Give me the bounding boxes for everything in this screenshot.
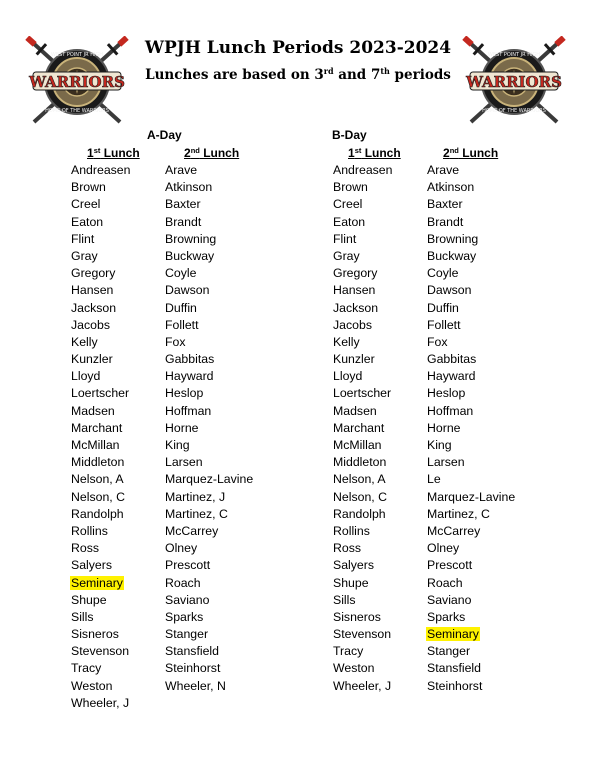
student-name: Kunzler	[71, 352, 113, 367]
page-title: WPJH Lunch Periods 2023-2024	[144, 38, 452, 58]
student-name: Buckway	[427, 248, 477, 263]
student-name: Larsen	[165, 455, 203, 470]
list-item	[332, 678, 393, 695]
logo-word: WARRIORS	[466, 73, 562, 91]
student-name: Follett	[165, 317, 199, 332]
list-item	[332, 282, 393, 299]
list-item	[70, 454, 131, 471]
list-item	[164, 523, 254, 540]
list-item	[70, 660, 131, 677]
student-name: Jacobs	[71, 317, 110, 332]
student-name: Gray	[333, 248, 360, 263]
student-name: Baxter	[165, 197, 201, 212]
student-name: Lloyd	[71, 369, 101, 384]
list-item	[332, 162, 393, 179]
list-item	[70, 437, 131, 454]
student-name: Ross	[71, 541, 100, 556]
list-item	[332, 506, 393, 523]
student-name: Nelson, C	[333, 489, 387, 504]
a-day-second-lunch-heading: 2nd Lunch	[184, 146, 240, 160]
list-item	[426, 231, 516, 248]
list-item	[426, 300, 516, 317]
student-name: McCarrey	[165, 523, 219, 538]
student-name: Fox	[427, 334, 448, 349]
student-name: Dawson	[427, 283, 472, 298]
list-item	[332, 385, 393, 402]
student-name: Brandt	[165, 214, 202, 229]
student-name: Atkinson	[427, 180, 475, 195]
list-item	[332, 592, 393, 609]
student-name: Hansen	[333, 283, 376, 298]
student-name: Salyers	[71, 558, 113, 573]
student-name: Creel	[71, 197, 101, 212]
student-name: Jacobs	[333, 317, 372, 332]
student-name: Steinhorst	[165, 661, 221, 676]
list-item	[164, 489, 254, 506]
list-item	[164, 300, 254, 317]
student-name: Marquez-Lavine	[165, 472, 254, 487]
list-item	[164, 471, 254, 488]
student-name: Eaton	[71, 214, 104, 229]
student-name: Kelly	[71, 334, 98, 349]
list-item	[70, 385, 131, 402]
list-item	[164, 231, 254, 248]
student-name: Horne	[427, 420, 461, 435]
logo-ring-top: WEST POINT JR HIGH	[50, 52, 104, 58]
list-item	[426, 196, 516, 213]
list-item	[426, 334, 516, 351]
student-name: McCarrey	[427, 523, 481, 538]
list-item	[332, 420, 393, 437]
student-name: Nelson, A	[71, 472, 124, 487]
student-name: Heslop	[427, 386, 466, 401]
list-item	[332, 248, 393, 265]
list-item	[426, 540, 516, 557]
a-day-first-lunch-heading: 1st Lunch	[87, 146, 140, 160]
list-item	[426, 437, 516, 454]
a-day-first-lunch-list	[70, 162, 131, 712]
list-item	[164, 592, 254, 609]
student-name: Hayward	[427, 369, 476, 384]
student-name: Shupe	[71, 592, 107, 607]
list-item	[426, 162, 516, 179]
list-item	[332, 403, 393, 420]
list-item	[164, 248, 254, 265]
list-item	[164, 214, 254, 231]
student-name: Ross	[333, 541, 362, 556]
student-name: Gabbitas	[165, 352, 215, 367]
student-name: Brandt	[427, 214, 464, 229]
student-name: Fox	[165, 334, 186, 349]
list-item	[332, 351, 393, 368]
student-name: Stansfield	[427, 661, 482, 676]
student-name: Gregory	[333, 266, 378, 281]
student-name: Gregory	[71, 266, 116, 281]
student-name: Roach	[427, 575, 463, 590]
student-name: Arave	[165, 163, 198, 177]
student-name: Kunzler	[333, 352, 375, 367]
student-name: Randolph	[71, 506, 124, 521]
list-item	[332, 334, 393, 351]
student-name: Prescott	[427, 558, 473, 573]
list-item	[164, 351, 254, 368]
list-item	[426, 489, 516, 506]
list-item	[426, 179, 516, 196]
student-name: Andreasen	[71, 163, 131, 177]
list-item	[332, 575, 393, 592]
list-item	[426, 385, 516, 402]
student-name: McMillan	[71, 438, 120, 452]
student-name: Sparks	[165, 609, 204, 624]
list-item	[164, 403, 254, 420]
student-name: Marchant	[71, 420, 123, 435]
list-item	[426, 523, 516, 540]
student-name: Randolph	[333, 506, 386, 521]
student-name: Wheeler, J	[333, 678, 392, 693]
list-item	[164, 385, 254, 402]
list-item	[426, 282, 516, 299]
list-item	[70, 351, 131, 368]
list-item	[426, 575, 516, 592]
list-item	[70, 575, 131, 592]
list-item	[426, 248, 516, 265]
highlighted-name: Seminary	[71, 575, 123, 590]
student-name: Steinhorst	[427, 678, 483, 693]
student-name: Duffin	[165, 300, 197, 315]
student-name: Sisneros	[71, 627, 119, 642]
list-item	[70, 540, 131, 557]
list-item	[70, 609, 131, 626]
list-item	[70, 334, 131, 351]
b-day-first-lunch-heading: 1st Lunch	[348, 146, 401, 160]
list-item	[70, 196, 131, 213]
student-name: Coyle	[165, 266, 197, 281]
student-name: Kelly	[333, 334, 360, 349]
student-name: King	[165, 438, 190, 452]
list-item	[70, 214, 131, 231]
student-name: Browning	[427, 231, 479, 246]
list-item	[70, 179, 131, 196]
student-name: Atkinson	[165, 180, 213, 195]
list-item	[332, 317, 393, 334]
list-item	[164, 265, 254, 282]
student-name: Weston	[333, 661, 375, 676]
list-item	[70, 592, 131, 609]
student-name: Flint	[71, 231, 95, 246]
student-name: Eaton	[333, 214, 366, 229]
list-item	[70, 678, 131, 695]
student-name: Sparks	[427, 609, 466, 624]
list-item	[70, 420, 131, 437]
student-name: Roach	[165, 575, 201, 590]
student-name: Wheeler, N	[165, 678, 226, 693]
list-item	[426, 351, 516, 368]
student-name: Hayward	[165, 369, 214, 384]
b-day-label: B-Day	[332, 128, 367, 142]
logo-ring-top: WEST POINT JR HIGH	[487, 52, 541, 58]
student-name: Wheeler, J	[71, 695, 130, 710]
student-name: Marquez-Lavine	[427, 489, 516, 504]
list-item	[70, 643, 131, 660]
student-name: Duffin	[427, 300, 459, 315]
list-item	[332, 626, 393, 643]
list-item	[332, 523, 393, 540]
list-item	[426, 403, 516, 420]
list-item	[164, 506, 254, 523]
student-name: Buckway	[165, 248, 215, 263]
list-item	[426, 506, 516, 523]
student-name: Tracy	[71, 661, 102, 676]
b-day-second-lunch-list	[426, 162, 516, 695]
logo-ring-bottom: HOME OF THE WARRIORS	[45, 108, 109, 114]
list-item	[332, 231, 393, 248]
list-item	[332, 471, 393, 488]
list-item	[164, 626, 254, 643]
student-name: Martinez, J	[165, 489, 226, 504]
list-item	[164, 609, 254, 626]
list-item	[332, 437, 393, 454]
list-item	[426, 368, 516, 385]
list-item	[70, 471, 131, 488]
student-name: Madsen	[333, 403, 377, 418]
list-item	[332, 265, 393, 282]
list-item	[164, 660, 254, 677]
student-name: Martinez, C	[165, 506, 228, 521]
student-name: King	[427, 438, 452, 452]
list-item	[70, 300, 131, 317]
list-item	[164, 368, 254, 385]
list-item	[164, 454, 254, 471]
list-item	[70, 557, 131, 574]
student-name: Loertscher	[333, 386, 392, 401]
student-name: Creel	[333, 197, 363, 212]
student-name: Arave	[427, 163, 460, 177]
student-name: Dawson	[165, 283, 210, 298]
student-name: Stanger	[427, 644, 471, 659]
list-item	[70, 265, 131, 282]
student-name: McMillan	[333, 438, 382, 452]
list-item	[332, 609, 393, 626]
list-item	[426, 265, 516, 282]
student-name: Stevenson	[333, 627, 392, 642]
list-item	[164, 678, 254, 695]
student-name: Olney	[165, 541, 198, 556]
student-name: Olney	[427, 541, 460, 556]
list-item	[70, 368, 131, 385]
student-name: Prescott	[165, 558, 211, 573]
list-item	[426, 454, 516, 471]
student-name: Flint	[333, 231, 357, 246]
list-item	[70, 523, 131, 540]
student-name: Jackson	[71, 300, 117, 315]
student-name: Tracy	[333, 644, 364, 659]
student-name: Salyers	[333, 558, 375, 573]
list-item	[164, 557, 254, 574]
list-item	[70, 248, 131, 265]
student-name: Coyle	[427, 266, 459, 281]
student-name: Madsen	[71, 403, 115, 418]
list-item	[332, 179, 393, 196]
a-day-second-lunch-list	[164, 162, 254, 695]
student-name: Saviano	[427, 592, 472, 607]
list-item	[70, 695, 131, 712]
a-day-label: A-Day	[147, 128, 182, 142]
student-name: Rollins	[71, 523, 108, 538]
student-name: Hoffman	[165, 403, 212, 418]
student-name: Nelson, A	[333, 472, 386, 487]
list-item	[164, 317, 254, 334]
list-item	[332, 643, 393, 660]
highlighted-name: Seminary	[427, 627, 479, 642]
list-item	[70, 231, 131, 248]
list-item	[426, 626, 516, 643]
student-name: Shupe	[333, 575, 369, 590]
list-item	[164, 282, 254, 299]
student-name: Brown	[71, 180, 106, 195]
list-item	[332, 196, 393, 213]
list-item	[426, 317, 516, 334]
list-item	[426, 660, 516, 677]
list-item	[70, 317, 131, 334]
list-item	[332, 214, 393, 231]
student-name: Sills	[71, 609, 94, 624]
student-name: Martinez, C	[427, 506, 490, 521]
list-item	[426, 420, 516, 437]
page-subtitle: Lunches are based on 3rd and 7th periods	[145, 66, 451, 83]
b-day-second-lunch-heading: 2nd Lunch	[443, 146, 499, 160]
list-item	[332, 368, 393, 385]
list-item	[70, 403, 131, 420]
student-name: Jackson	[333, 300, 379, 315]
list-item	[426, 609, 516, 626]
list-item	[164, 540, 254, 557]
list-item	[426, 643, 516, 660]
student-name: Brown	[333, 180, 368, 195]
student-name: Follett	[427, 317, 461, 332]
list-item	[70, 506, 131, 523]
student-name: Middleton	[71, 455, 125, 470]
student-name: Sisneros	[333, 609, 381, 624]
list-item	[164, 437, 254, 454]
list-item	[70, 282, 131, 299]
list-item	[70, 489, 131, 506]
list-item	[164, 196, 254, 213]
student-name: Andreasen	[333, 163, 393, 177]
list-item	[426, 557, 516, 574]
logo-ring-bottom: HOME OF THE WARRIORS	[482, 108, 546, 114]
list-item	[332, 660, 393, 677]
logo-word: WARRIORS	[29, 73, 125, 91]
student-name: Weston	[71, 678, 113, 693]
student-name: Lloyd	[333, 369, 363, 384]
list-item	[426, 678, 516, 695]
list-item	[164, 575, 254, 592]
student-name: Rollins	[333, 523, 370, 538]
student-name: Nelson, C	[71, 489, 125, 504]
student-name: Larsen	[427, 455, 465, 470]
student-name: Horne	[165, 420, 199, 435]
student-name: Hoffman	[427, 403, 474, 418]
student-name: Gabbitas	[427, 352, 477, 367]
list-item	[164, 420, 254, 437]
student-name: Stanger	[165, 627, 209, 642]
student-name: Baxter	[427, 197, 463, 212]
list-item	[70, 626, 131, 643]
list-item	[164, 162, 254, 179]
list-item	[70, 162, 131, 179]
list-item	[426, 214, 516, 231]
list-item	[164, 179, 254, 196]
list-item	[332, 300, 393, 317]
student-name: Marchant	[333, 420, 385, 435]
student-name: Saviano	[165, 592, 210, 607]
student-name: Loertscher	[71, 386, 130, 401]
list-item	[332, 489, 393, 506]
list-item	[164, 643, 254, 660]
student-name: Heslop	[165, 386, 204, 401]
student-name: Stevenson	[71, 644, 130, 659]
list-item	[426, 471, 516, 488]
student-name: Gray	[71, 248, 98, 263]
list-item	[164, 334, 254, 351]
student-name: Sills	[333, 592, 356, 607]
student-name: Stansfield	[165, 644, 220, 659]
list-item	[426, 592, 516, 609]
student-name: Middleton	[333, 455, 387, 470]
list-item	[332, 454, 393, 471]
list-item	[332, 557, 393, 574]
student-name: Hansen	[71, 283, 114, 298]
student-name: Le	[427, 472, 441, 487]
list-item	[332, 540, 393, 557]
b-day-first-lunch-list	[332, 162, 393, 695]
student-name: Browning	[165, 231, 217, 246]
